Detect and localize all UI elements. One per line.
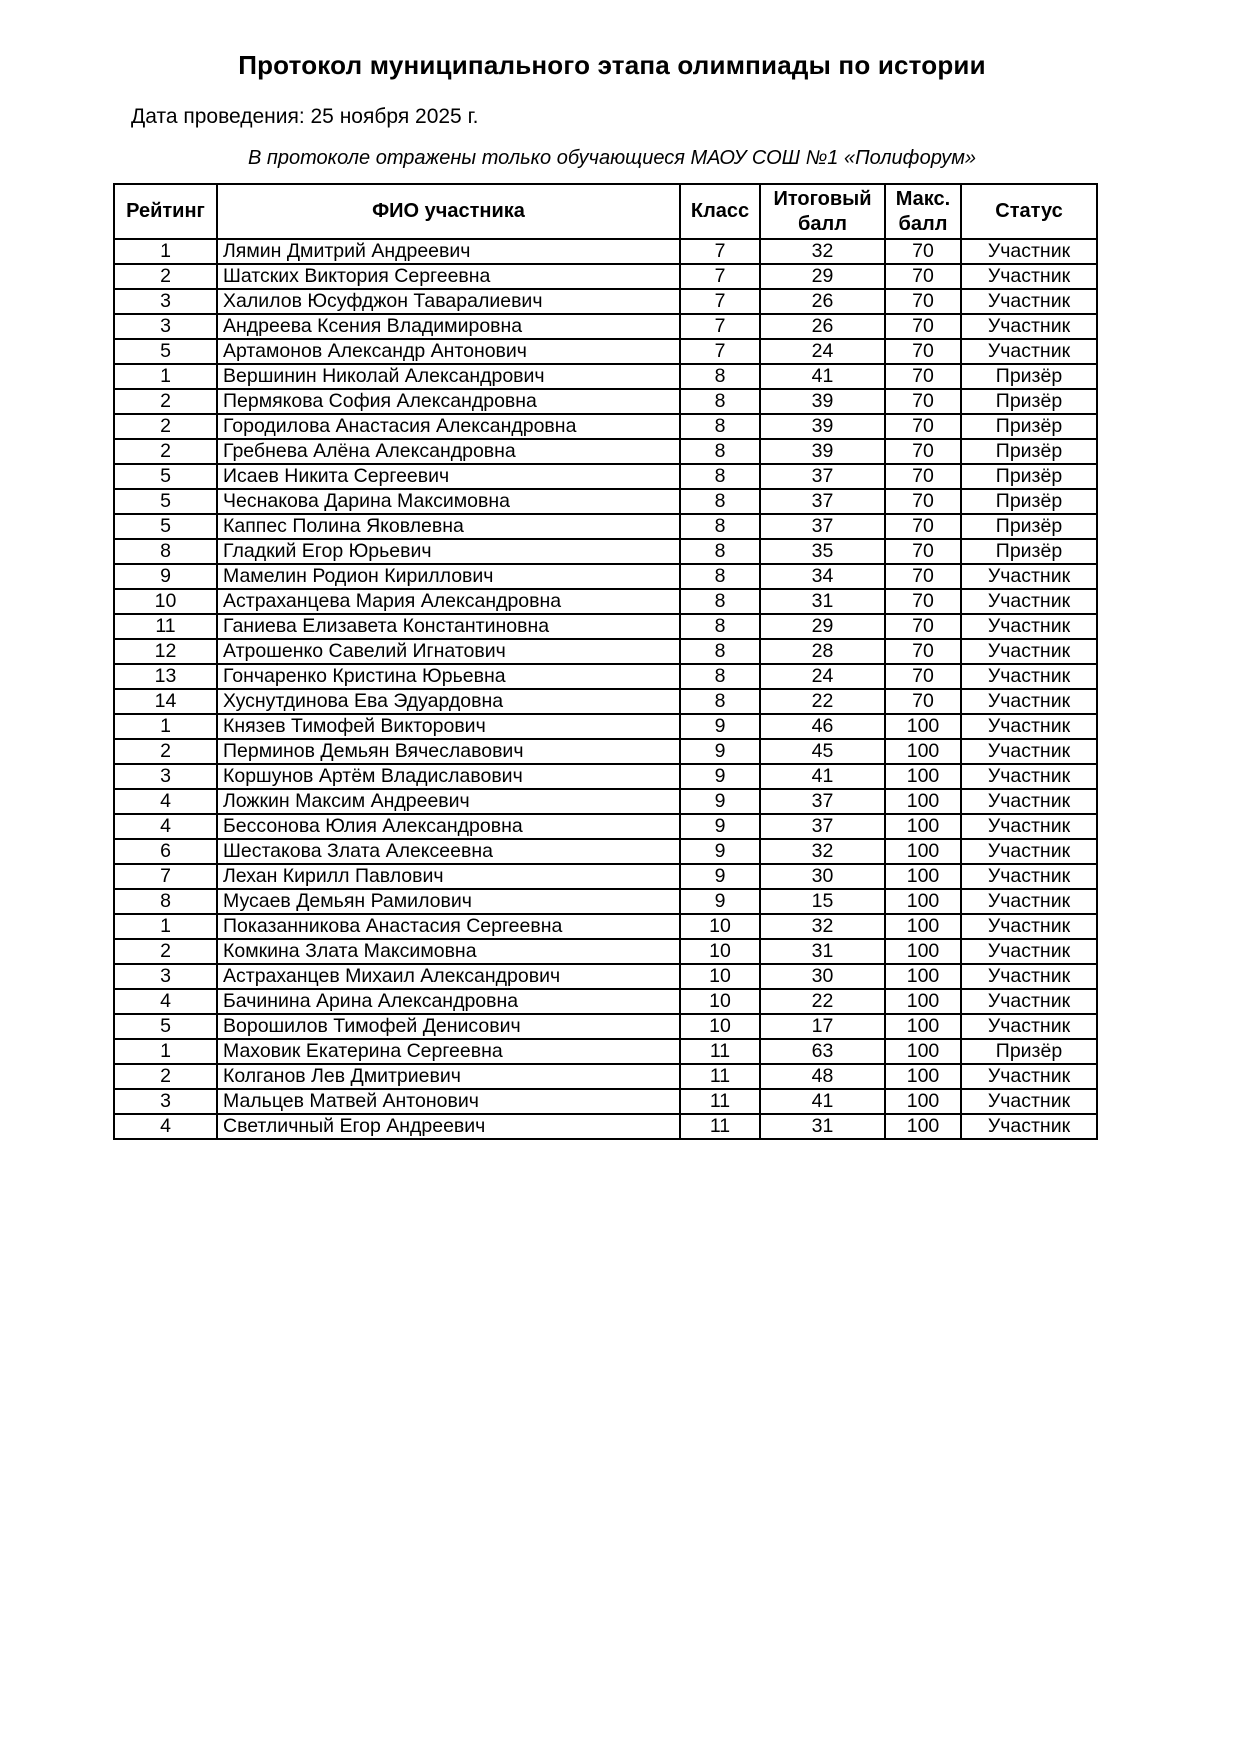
status-cell: Участник: [961, 864, 1097, 889]
header-final-score: Итоговый балл: [760, 184, 885, 239]
table-row: [114, 989, 1097, 1014]
status-cell: Призёр: [961, 389, 1097, 414]
score-cell: 39: [760, 389, 885, 414]
class-cell: 8: [680, 389, 760, 414]
rating-cell: 12: [114, 639, 217, 664]
name-cell: Перминов Демьян Вячеславович: [217, 739, 680, 764]
score-cell: 37: [760, 489, 885, 514]
score-cell: 63: [760, 1039, 885, 1064]
header-class: Класс: [680, 184, 760, 239]
max-score-cell: 100: [885, 889, 961, 914]
rating-cell: 2: [114, 739, 217, 764]
class-cell: 9: [680, 739, 760, 764]
class-cell: 7: [680, 314, 760, 339]
class-cell: 11: [680, 1039, 760, 1064]
table-row: [114, 839, 1097, 864]
class-cell: 8: [680, 564, 760, 589]
table-row: [114, 614, 1097, 639]
max-score-cell: 100: [885, 789, 961, 814]
name-cell: Андреева Ксения Владимировна: [217, 314, 680, 339]
score-cell: 37: [760, 789, 885, 814]
max-score-cell: 100: [885, 864, 961, 889]
max-score-cell: 70: [885, 239, 961, 264]
max-score-cell: 70: [885, 364, 961, 389]
table-row: [114, 464, 1097, 489]
class-cell: 11: [680, 1089, 760, 1114]
table-row: [114, 364, 1097, 389]
name-cell: Коршунов Артём Владиславович: [217, 764, 680, 789]
max-score-cell: 70: [885, 264, 961, 289]
score-cell: 32: [760, 239, 885, 264]
name-cell: Маховик Екатерина Сергеевна: [217, 1039, 680, 1064]
score-cell: 29: [760, 614, 885, 639]
status-cell: Участник: [961, 914, 1097, 939]
table-row: [114, 339, 1097, 364]
max-score-cell: 70: [885, 564, 961, 589]
status-cell: Призёр: [961, 464, 1097, 489]
rating-cell: 1: [114, 364, 217, 389]
status-cell: Участник: [961, 239, 1097, 264]
table-row: [114, 439, 1097, 464]
max-score-cell: 100: [885, 989, 961, 1014]
class-cell: 8: [680, 689, 760, 714]
status-cell: Участник: [961, 689, 1097, 714]
score-cell: 24: [760, 339, 885, 364]
name-cell: Мусаев Демьян Рамилович: [217, 889, 680, 914]
rating-cell: 2: [114, 264, 217, 289]
rating-cell: 8: [114, 539, 217, 564]
table-row: [114, 914, 1097, 939]
name-cell: Пермякова София Александровна: [217, 389, 680, 414]
rating-cell: 6: [114, 839, 217, 864]
status-cell: Участник: [961, 589, 1097, 614]
score-cell: 41: [760, 764, 885, 789]
score-cell: 37: [760, 514, 885, 539]
max-score-cell: 100: [885, 1064, 961, 1089]
table-row: [114, 589, 1097, 614]
score-cell: 30: [760, 964, 885, 989]
table-row: [114, 564, 1097, 589]
class-cell: 11: [680, 1114, 760, 1139]
class-cell: 8: [680, 664, 760, 689]
name-cell: Ложкин Максим Андреевич: [217, 789, 680, 814]
header-rating: Рейтинг: [114, 184, 217, 239]
class-cell: 8: [680, 614, 760, 639]
score-cell: 17: [760, 1014, 885, 1039]
name-cell: Чеснакова Дарина Максимовна: [217, 489, 680, 514]
header-participant-name: ФИО участника: [217, 184, 680, 239]
rating-cell: 5: [114, 1014, 217, 1039]
score-cell: 31: [760, 939, 885, 964]
name-cell: Исаев Никита Сергеевич: [217, 464, 680, 489]
status-cell: Участник: [961, 739, 1097, 764]
class-cell: 7: [680, 289, 760, 314]
table-row: [114, 539, 1097, 564]
max-score-cell: 70: [885, 389, 961, 414]
document-page: [113, 0, 1111, 1140]
table-row: [114, 964, 1097, 989]
score-cell: 31: [760, 1114, 885, 1139]
name-cell: Светличный Егор Андреевич: [217, 1114, 680, 1139]
class-cell: 9: [680, 814, 760, 839]
name-cell: Мальцев Матвей Антонович: [217, 1089, 680, 1114]
class-cell: 8: [680, 539, 760, 564]
class-cell: 10: [680, 1014, 760, 1039]
score-cell: 35: [760, 539, 885, 564]
rating-cell: 13: [114, 664, 217, 689]
table-row: [114, 714, 1097, 739]
score-cell: 15: [760, 889, 885, 914]
rating-cell: 4: [114, 814, 217, 839]
rating-cell: 2: [114, 389, 217, 414]
name-cell: Халилов Юсуфджон Таваралиевич: [217, 289, 680, 314]
max-score-cell: 100: [885, 739, 961, 764]
table-row: [114, 489, 1097, 514]
score-cell: 32: [760, 914, 885, 939]
score-cell: 48: [760, 1064, 885, 1089]
score-cell: 39: [760, 414, 885, 439]
class-cell: 8: [680, 489, 760, 514]
max-score-cell: 70: [885, 514, 961, 539]
table-row: [114, 789, 1097, 814]
class-cell: 8: [680, 464, 760, 489]
rating-cell: 3: [114, 764, 217, 789]
status-cell: Участник: [961, 889, 1097, 914]
max-score-cell: 100: [885, 914, 961, 939]
status-cell: Участник: [961, 314, 1097, 339]
score-cell: 46: [760, 714, 885, 739]
name-cell: Лямин Дмитрий Андреевич: [217, 239, 680, 264]
max-score-cell: 100: [885, 764, 961, 789]
max-score-cell: 100: [885, 1114, 961, 1139]
max-score-cell: 70: [885, 464, 961, 489]
name-cell: Князев Тимофей Викторович: [217, 714, 680, 739]
name-cell: Шатских Виктория Сергеевна: [217, 264, 680, 289]
class-cell: 7: [680, 339, 760, 364]
table-row: [114, 389, 1097, 414]
table-body: [114, 239, 1097, 1139]
score-cell: 30: [760, 864, 885, 889]
score-cell: 32: [760, 839, 885, 864]
rating-cell: 4: [114, 789, 217, 814]
rating-cell: 11: [114, 614, 217, 639]
rating-cell: 1: [114, 1039, 217, 1064]
table-row: [114, 664, 1097, 689]
status-cell: Участник: [961, 1064, 1097, 1089]
name-cell: Гончаренко Кристина Юрьевна: [217, 664, 680, 689]
rating-cell: 2: [114, 439, 217, 464]
max-score-cell: 70: [885, 589, 961, 614]
table-row: [114, 1064, 1097, 1089]
status-cell: Участник: [961, 939, 1097, 964]
table-row: [114, 814, 1097, 839]
name-cell: Комкина Злата Максимовна: [217, 939, 680, 964]
status-cell: Участник: [961, 1089, 1097, 1114]
status-cell: Призёр: [961, 414, 1097, 439]
rating-cell: 4: [114, 1114, 217, 1139]
results-table: [113, 183, 1098, 1140]
page-title: Протокол муниципального этапа олимпиады по истории: [238, 50, 986, 80]
rating-cell: 2: [114, 1064, 217, 1089]
score-cell: 37: [760, 814, 885, 839]
table-row: [114, 264, 1097, 289]
table-row: [114, 939, 1097, 964]
status-cell: Участник: [961, 289, 1097, 314]
class-cell: 10: [680, 989, 760, 1014]
name-cell: Шестакова Злата Алексеевна: [217, 839, 680, 864]
rating-cell: 2: [114, 939, 217, 964]
class-cell: 9: [680, 889, 760, 914]
max-score-cell: 100: [885, 939, 961, 964]
max-score-cell: 100: [885, 714, 961, 739]
max-score-cell: 100: [885, 1014, 961, 1039]
rating-cell: 9: [114, 564, 217, 589]
status-cell: Участник: [961, 764, 1097, 789]
class-cell: 9: [680, 714, 760, 739]
table-row: [114, 289, 1097, 314]
score-cell: 28: [760, 639, 885, 664]
status-cell: Участник: [961, 714, 1097, 739]
class-cell: 9: [680, 839, 760, 864]
name-cell: Городилова Анастасия Александровна: [217, 414, 680, 439]
score-cell: 45: [760, 739, 885, 764]
table-row: [114, 764, 1097, 789]
status-cell: Участник: [961, 814, 1097, 839]
max-score-cell: 70: [885, 289, 961, 314]
score-cell: 41: [760, 364, 885, 389]
score-cell: 34: [760, 564, 885, 589]
name-cell: Бессонова Юлия Александровна: [217, 814, 680, 839]
rating-cell: 5: [114, 489, 217, 514]
name-cell: Хуснутдинова Ева Эдуардовна: [217, 689, 680, 714]
max-score-cell: 70: [885, 489, 961, 514]
status-cell: Призёр: [961, 489, 1097, 514]
status-cell: Призёр: [961, 514, 1097, 539]
max-score-cell: 70: [885, 639, 961, 664]
score-cell: 22: [760, 989, 885, 1014]
max-score-cell: 70: [885, 614, 961, 639]
table-row: [114, 239, 1097, 264]
rating-cell: 3: [114, 964, 217, 989]
rating-cell: 5: [114, 514, 217, 539]
class-cell: 8: [680, 639, 760, 664]
status-cell: Призёр: [961, 364, 1097, 389]
status-cell: Участник: [961, 789, 1097, 814]
table-row: [114, 639, 1097, 664]
table-row: [114, 889, 1097, 914]
class-cell: 8: [680, 414, 760, 439]
class-cell: 9: [680, 864, 760, 889]
score-cell: 26: [760, 289, 885, 314]
score-cell: 37: [760, 464, 885, 489]
max-score-cell: 70: [885, 664, 961, 689]
max-score-cell: 70: [885, 689, 961, 714]
rating-cell: 8: [114, 889, 217, 914]
status-cell: Участник: [961, 264, 1097, 289]
class-cell: 7: [680, 264, 760, 289]
score-cell: 24: [760, 664, 885, 689]
status-cell: Участник: [961, 664, 1097, 689]
rating-cell: 3: [114, 1089, 217, 1114]
score-cell: 22: [760, 689, 885, 714]
name-cell: Бачинина Арина Александровна: [217, 989, 680, 1014]
max-score-cell: 70: [885, 314, 961, 339]
rating-cell: 14: [114, 689, 217, 714]
name-cell: Вершинин Николай Александрович: [217, 364, 680, 389]
name-cell: Мамелин Родион Кириллович: [217, 564, 680, 589]
rating-cell: 5: [114, 464, 217, 489]
name-cell: Гладкий Егор Юрьевич: [217, 539, 680, 564]
table-row: [114, 1014, 1097, 1039]
status-cell: Участник: [961, 639, 1097, 664]
class-cell: 10: [680, 914, 760, 939]
score-cell: 31: [760, 589, 885, 614]
name-cell: Показанникова Анастасия Сергеевна: [217, 914, 680, 939]
status-cell: Участник: [961, 339, 1097, 364]
class-cell: 11: [680, 1064, 760, 1089]
status-cell: Участник: [961, 839, 1097, 864]
table-row: [114, 414, 1097, 439]
table-row: [114, 314, 1097, 339]
table-row: [114, 514, 1097, 539]
event-date: Дата проведения: 25 ноября 2025 г.: [131, 105, 479, 128]
score-cell: 41: [760, 1089, 885, 1114]
class-cell: 8: [680, 364, 760, 389]
score-cell: 29: [760, 264, 885, 289]
name-cell: Каппес Полина Яковлевна: [217, 514, 680, 539]
status-cell: Участник: [961, 989, 1097, 1014]
max-score-cell: 100: [885, 1089, 961, 1114]
name-cell: Астраханцева Мария Александровна: [217, 589, 680, 614]
table-row: [114, 1039, 1097, 1064]
class-cell: 8: [680, 514, 760, 539]
status-cell: Участник: [961, 614, 1097, 639]
class-cell: 8: [680, 439, 760, 464]
rating-cell: 10: [114, 589, 217, 614]
status-cell: Участник: [961, 564, 1097, 589]
table-header-row: [114, 184, 1097, 239]
rating-cell: 5: [114, 339, 217, 364]
table-row: [114, 1114, 1097, 1139]
max-score-cell: 70: [885, 414, 961, 439]
scope-note: В протоколе отражены только обучающиеся МАОУ СОШ №1 «Полифорум»: [247, 147, 977, 169]
status-cell: Призёр: [961, 439, 1097, 464]
rating-cell: 3: [114, 314, 217, 339]
name-cell: Ворошилов Тимофей Денисович: [217, 1014, 680, 1039]
rating-cell: 3: [114, 289, 217, 314]
class-cell: 10: [680, 939, 760, 964]
header-status: Статус: [961, 184, 1097, 239]
max-score-cell: 70: [885, 539, 961, 564]
max-score-cell: 70: [885, 439, 961, 464]
name-cell: Атрошенко Савелий Игнатович: [217, 639, 680, 664]
table-row: [114, 689, 1097, 714]
rating-cell: 1: [114, 714, 217, 739]
rating-cell: 7: [114, 864, 217, 889]
score-cell: 26: [760, 314, 885, 339]
name-cell: Ганиева Елизавета Константиновна: [217, 614, 680, 639]
max-score-cell: 100: [885, 814, 961, 839]
rating-cell: 1: [114, 239, 217, 264]
name-cell: Гребнева Алёна Александровна: [217, 439, 680, 464]
status-cell: Призёр: [961, 1039, 1097, 1064]
name-cell: Астраханцев Михаил Александрович: [217, 964, 680, 989]
header-max-score: Макс. балл: [885, 184, 961, 239]
rating-cell: 1: [114, 914, 217, 939]
table-row: [114, 1089, 1097, 1114]
max-score-cell: 70: [885, 339, 961, 364]
status-cell: Участник: [961, 1014, 1097, 1039]
name-cell: Артамонов Александр Антонович: [217, 339, 680, 364]
max-score-cell: 100: [885, 1039, 961, 1064]
status-cell: Участник: [961, 1114, 1097, 1139]
status-cell: Участник: [961, 964, 1097, 989]
class-cell: 9: [680, 764, 760, 789]
table-row: [114, 739, 1097, 764]
name-cell: Колганов Лев Дмитриевич: [217, 1064, 680, 1089]
class-cell: 7: [680, 239, 760, 264]
score-cell: 39: [760, 439, 885, 464]
name-cell: Лехан Кирилл Павлович: [217, 864, 680, 889]
rating-cell: 2: [114, 414, 217, 439]
class-cell: 8: [680, 589, 760, 614]
max-score-cell: 100: [885, 964, 961, 989]
rating-cell: 4: [114, 989, 217, 1014]
status-cell: Призёр: [961, 539, 1097, 564]
table-row: [114, 864, 1097, 889]
class-cell: 9: [680, 789, 760, 814]
class-cell: 10: [680, 964, 760, 989]
max-score-cell: 100: [885, 839, 961, 864]
